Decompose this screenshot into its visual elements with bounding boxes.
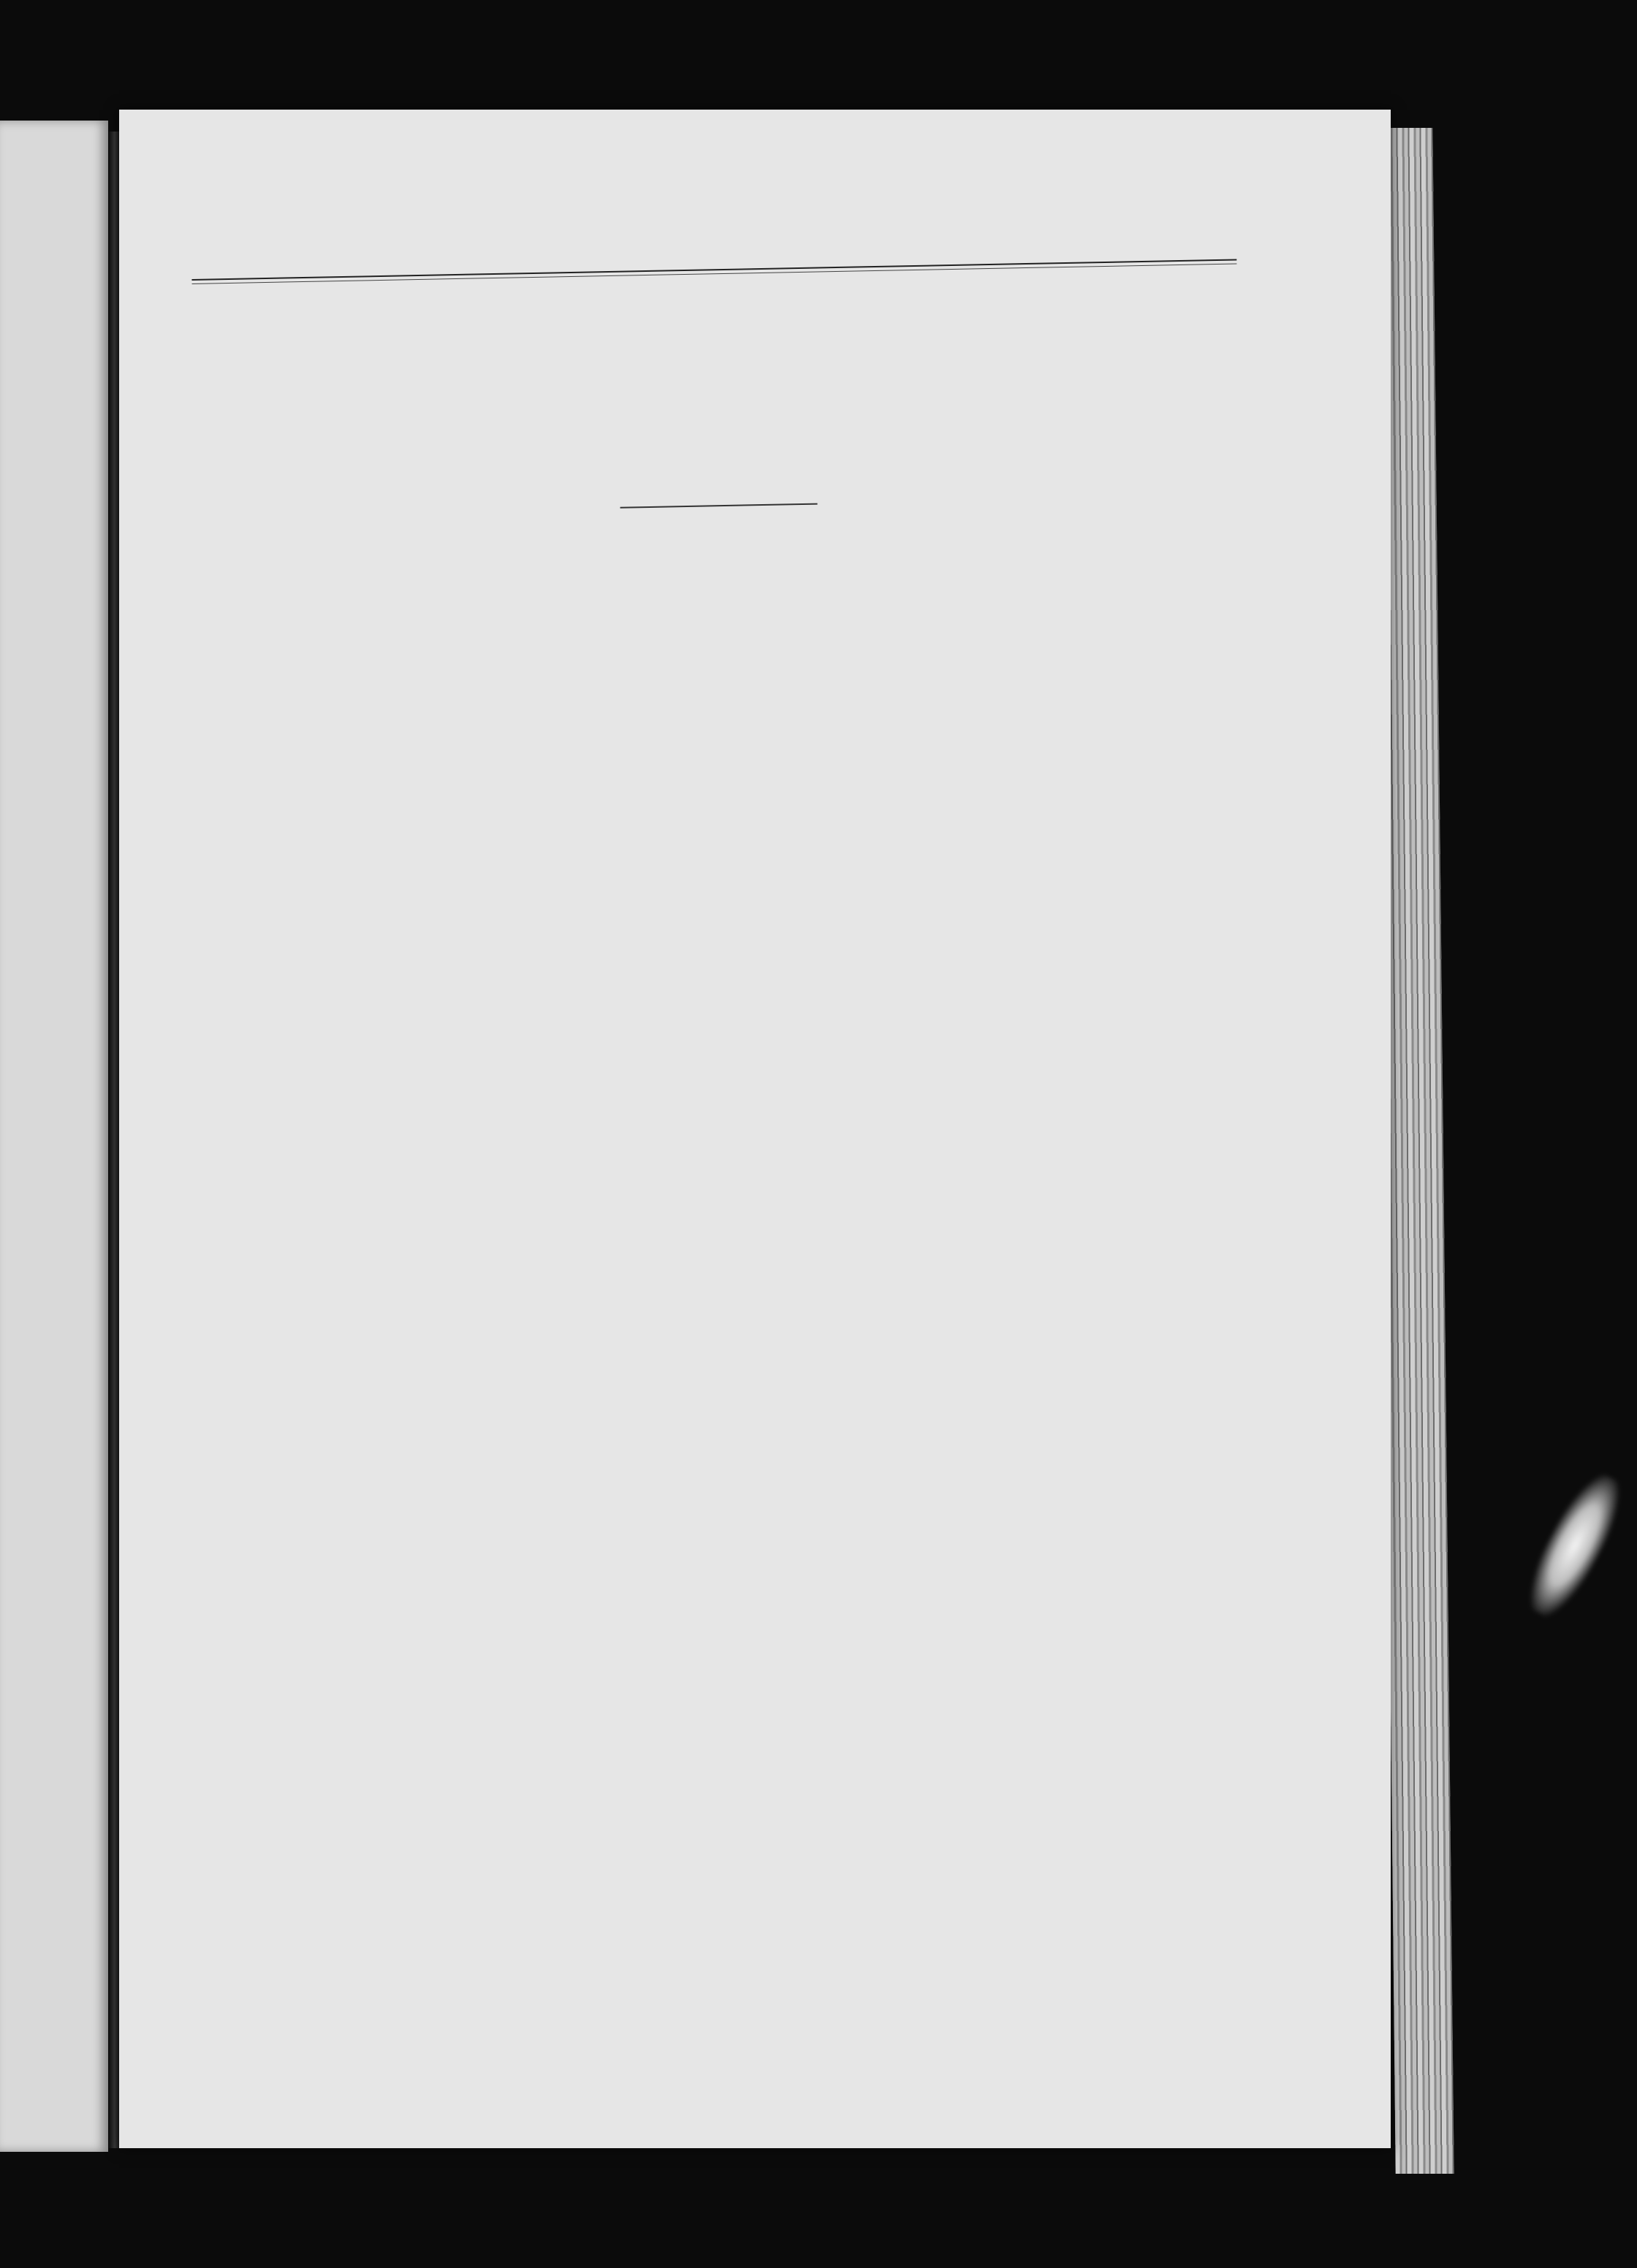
question-paragraph (198, 601, 1236, 621)
exchanges (189, 90, 1234, 110)
facing-page (0, 121, 108, 2152)
light-glare (1516, 1466, 1633, 1625)
book-page (119, 110, 1391, 2148)
opening-paragraph (193, 331, 1231, 351)
running-head (191, 213, 1237, 269)
section-divider (620, 503, 818, 509)
page-content (189, 90, 1234, 110)
